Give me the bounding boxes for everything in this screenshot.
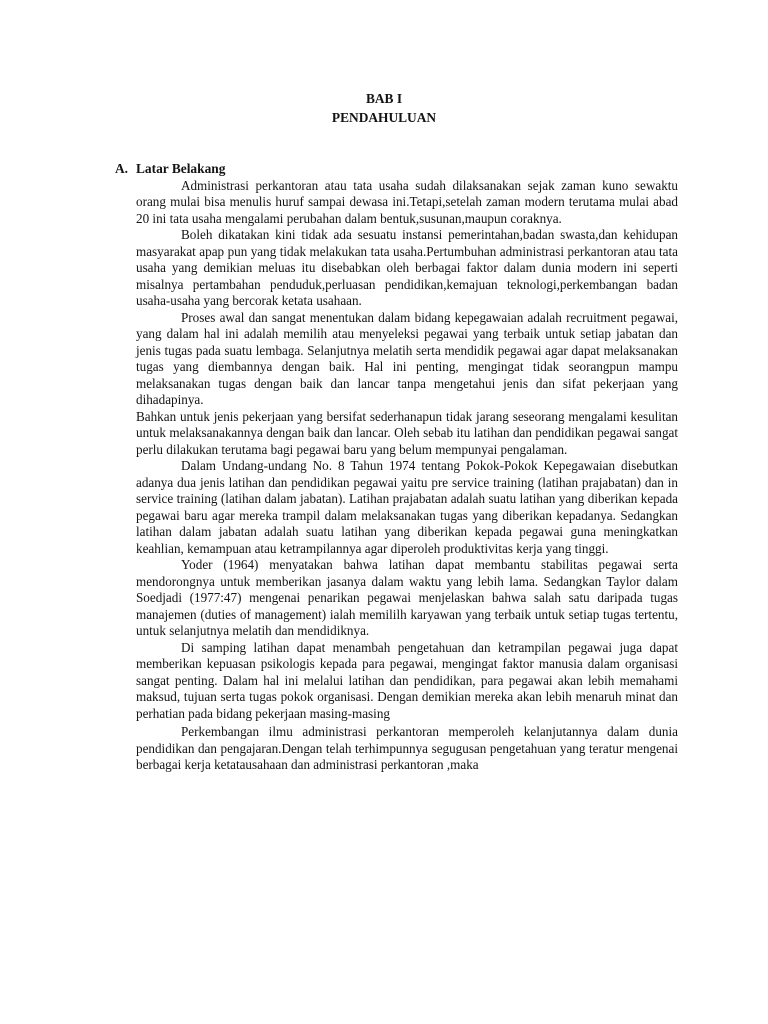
paragraph-5: Dalam Undang-undang No. 8 Tahun 1974 tentang Pokok-Pokok Kepegawaian disebutkan adanya dua jenis latihan dan pendidikan pegawai yaitu pre service training (latihan prajabatan) dan in service training (latihan dalam jabatan). Latihan prajabatan adalah suatu latihan yang diberikan kepada pegawai baru agar mereka trampil dalam melaksanakan tugas yang diberikan kepadanya. Sedangkan latihan dalam jabatan adalah suatu latihan yang diberikan kepada pegawai guna meningkatkan keahlian, kemampuan atau ketrampilannya agar diperoleh produktivitas kerja yang tinggi. [136,458,678,556]
paragraph-8: Perkembangan ilmu administrasi perkantoran memperoleh kelanjutannya dalam dunia pendidikan dan pengajaran.Dengan telah terhimpunnya segugusan pengetahuan yang teratur mengenai berbagai kerja ketatausahaan dan administrasi perkantoran ,maka [136,724,678,772]
paragraph-1: Administrasi perkantoran atau tata usaha sudah dilaksanakan sejak zaman kuno sewaktu orang mulai bisa menulis huruf sampai dewasa ini.Tetapi,setelah zaman modern terutama mulai abad 20 ini tata usaha mengalami perubahan dalam bentuk,susunan,maupun coraknya. [136,177,678,226]
body-text [136,178,678,774]
paragraph-3: Proses awal dan sangat menentukan dalam bidang kepegawaian adalah recruitment pegawai, yang dalam hal ini adalah memilih atau menyeleksi pegawai yang terbaik untuk setiap jabatan dan jenis tugas pada suatu lembaga. Selanjutnya melatih serta mendidik pegawai agar dapat melaksanakan tugas yang diembannya dengan baik. Hal ini penting, mengingat tidak seorangpun mampu melaksanakan tugas dengan baik dan lancar tanpa mengetahui jenis dan sifat pekerjaan yang dihadapinya. [136,309,678,407]
chapter-number: BAB I [365,91,403,106]
section-heading [115,160,225,177]
paragraph-2: Boleh dikatakan kini tidak ada sesuatu instansi pemerintahan,badan swasta,dan kehidupan masyarakat apap pun yang tidak melakukan tata usaha.Pertumbuhan administrasi perkantoran atau tata usaha yang demikian meluas itu disebabkan oleh berbagai faktor dalam dunia modern ini seperti misalnya pertambahan penduduk,perluasan pendidikan,kemajuan teknologi,perkembangan badan usaha-usaha yang bercorak ketata usahaan. [136,227,678,308]
paragraph-7: Di samping latihan dapat menambah pengetahuan dan ketrampilan pegawai juga dapat memberikan kepuasan psikologis kepada para pegawai, mengingat faktor manusia dalam organisasi sangat penting. Dalam hal ini melalui latihan dan pendidikan, para pegawai akan lebih memahami maksud, tujuan serta tugas pokok organisasi. Dengan demikian mereka akan lebih menaruh minat dan perhatian pada bidang pekerjaan masing-masing [136,639,678,721]
section-title: Latar Belakang [136,161,226,176]
paragraph-6: Yoder (1964) menyatakan bahwa latihan dapat membantu stabilitas pegawai serta mendorongnya untuk memberikan jasanya dalam waktu yang lebih lama. Sedangkan Taylor dalam Soedjadi (1977:47) mengenai penarikan pegawai menjelaskan bahwa salah satu daripada tugas manajemen (duties of management) ialah memililh karyawan yang terbaik untuk setiap tugas tertentu, untuk selanjutnya melatih dan mendidiknya. [136,557,678,638]
chapter-title: PENDAHULUAN [331,110,437,125]
paragraph-4: Bahkan untuk jenis pekerjaan yang bersifat sederhanapun tidak jarang seseorang mengalami kesulitan untuk melaksanakannya dengan baik dan lancar. Oleh sebab itu latihan dan pendidikan pegawai sangat perlu dilakukan terutama bagi pegawai baru yang belum mempunyai pengalaman. [136,408,678,457]
section-number: A. [115,161,129,176]
